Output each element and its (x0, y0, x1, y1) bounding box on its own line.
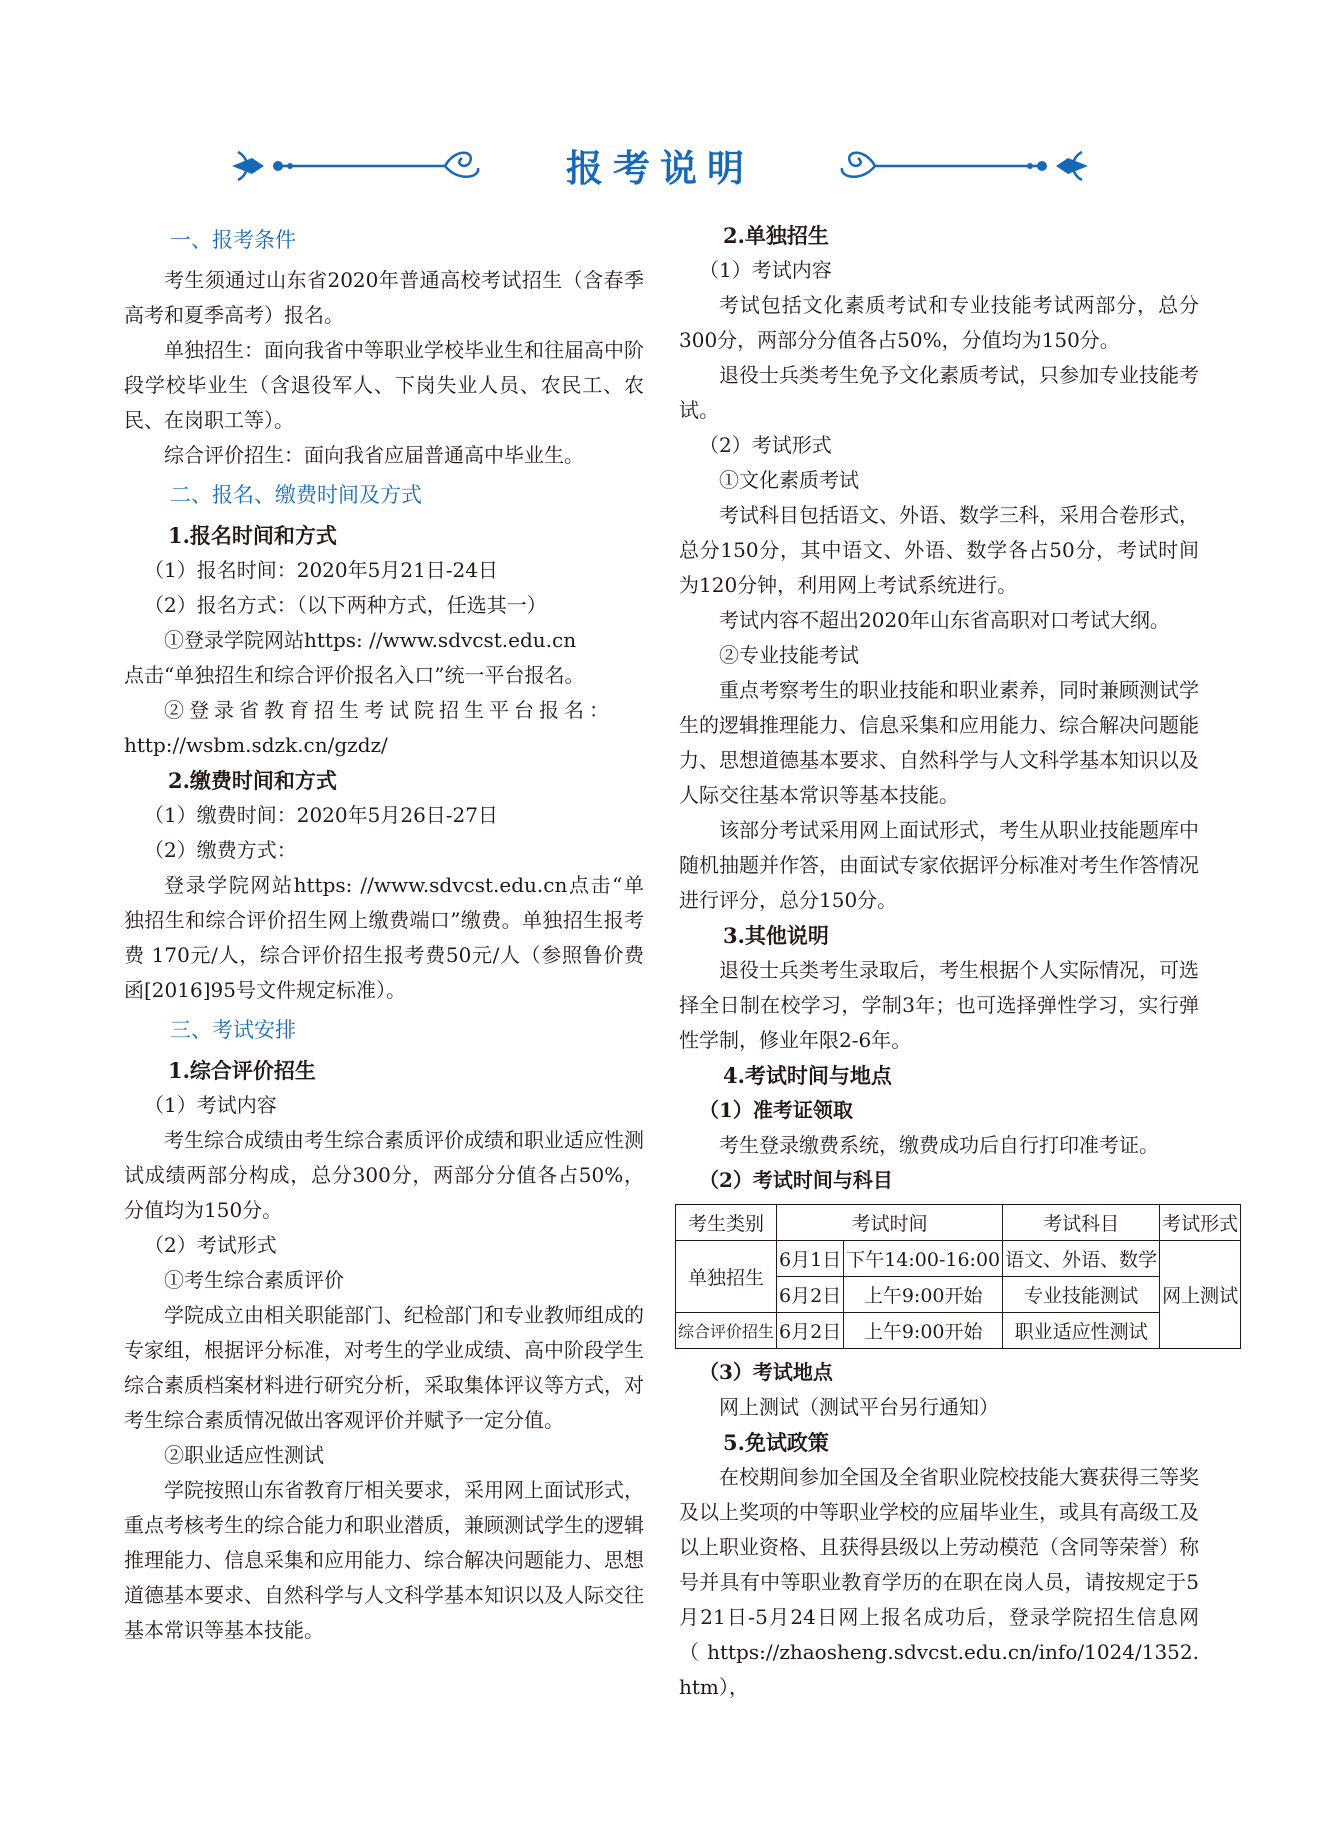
subsection-heading: 2.缴费时间和方式 (168, 768, 337, 793)
paragraph: 学院按照山东省教育厅相关要求，采用网上面试形式，重点考核考生的综合能力和职业潜质，兼顾测试学生的逻辑推理能力、信息采集和应用能力、综合解决问题能力、思想道德基本要求、自然科学与人文科学基本知识以及人际交往基本常识等基本技能。 (124, 1478, 644, 1642)
table-cell: 专业技能测试 (1003, 1277, 1160, 1313)
item-line: （3）考试地点 (699, 1360, 833, 1384)
page-title: 报考说明 (566, 147, 754, 190)
item-line: （1）报名时间：2020年5月21日-24日 (144, 558, 499, 582)
table-cell: 6月2日 (777, 1277, 844, 1313)
paragraph: 重点考察考生的职业技能和职业素养，同时兼顾测试学生的逻辑推理能力、信息采集和应用能力、综合解决问题能力、思想道德基本要求、自然科学与人文科学基本知识以及人际交往基本常识等基本技能。 (679, 678, 1199, 807)
item-line: （1）准考证领取 (699, 1098, 853, 1122)
left-column (124, 218, 644, 1648)
paragraph: 考试科目包括语文、外语、数学三科，采用合卷形式，总分150分，其中语文、外语、数学各占50分，考试时间为120分钟，利用网上考试系统进行。 (679, 503, 1199, 597)
table-header-row (676, 1205, 1241, 1241)
right-column (678, 218, 1239, 1705)
table-cell: 6月1日 (777, 1241, 844, 1277)
item-line: （2）报名方式：（以下两种方式，任选其一） (144, 593, 547, 617)
table-row (676, 1313, 1241, 1349)
paragraph: 该部分考试采用网上面试形式，考生从职业技能题库中随机抽题并作答，由面试专家依据评分标准对考生作答情况进行评分，总分150分。 (679, 818, 1199, 912)
table-cell: 单独招生 (676, 1241, 777, 1313)
table-header-cell: 考试科目 (1003, 1205, 1160, 1241)
section-heading: 一、报考条件 (170, 228, 296, 252)
paragraph: 退役士兵类考生免予文化素质考试，只参加专业技能考试。 (679, 363, 1199, 422)
paragraph: 考生综合成绩由考生综合素质评价成绩和职业适应性测试成绩两部分构成，总分300分，两部分分值各占50%，分值均为150分。 (124, 1128, 644, 1222)
paragraph: 考生登录缴费系统，缴费成功后自行打印准考证。 (719, 1133, 1159, 1157)
section-heading: 三、考试安排 (170, 1018, 296, 1042)
item-line: （1）考试内容 (699, 258, 832, 282)
item-line: （1）考试内容 (144, 1093, 277, 1117)
paragraph: ②职业适应性测试 (164, 1443, 324, 1467)
item-line: （2）考试时间与科目 (699, 1168, 893, 1192)
subsection-heading: 3.其他说明 (723, 923, 829, 948)
subsection-heading: 2.单独招生 (723, 223, 829, 248)
subsection-heading: 5.免试政策 (723, 1430, 829, 1455)
paragraph: 登录学院网站https: //www.sdvcst.edu.cn点击“单独招生和综合评价招生网上缴费端口”缴费。单独招生报考费 170元/人，综合评价招生报考费50元/人（参照鲁价费函[2016]95号文件规定标准）。 (124, 873, 644, 1002)
table-cell: 语文、外语、数学 (1003, 1241, 1160, 1277)
paragraph: 单独招生：面向我省中等职业学校毕业生和往届高中阶段学校毕业生（含退役军人、下岗失业人员、农民工、农民、在岗职工等）。 (124, 338, 644, 432)
subsection-heading: 1.报名时间和方式 (168, 523, 337, 548)
paragraph: 综合评价招生：面向我省应届普通高中毕业生。 (164, 443, 584, 467)
table-header-cell: 考试时间 (777, 1205, 1003, 1241)
table-cell: 上午9:00开始 (844, 1313, 1003, 1349)
paragraph: 考试内容不超出2020年山东省高职对口考试大纲。 (719, 608, 1170, 632)
table-cell: 综合评价招生 (676, 1313, 777, 1349)
table-cell: 上午9:00开始 (844, 1277, 1003, 1313)
paragraph: 学院成立由相关职能部门、纪检部门和专业教师组成的专家组，根据评分标准，对考生的学业成绩、高中阶段学生综合素质档案材料进行研究分析，采取集体评议等方式，对考生综合素质情况做出客观评价并赋予一定分值。 (124, 1303, 644, 1432)
item-line: （1）缴费时间：2020年5月26日-27日 (144, 803, 499, 827)
page-header (230, 138, 1090, 204)
item-line: （2）缴费方式： (144, 838, 297, 862)
paragraph: 点击“单独招生和综合评价报名入口”统一平台报名。 (124, 663, 585, 687)
table-cell: 网上测试 (1160, 1241, 1241, 1349)
paragraph: 网上测试（测试平台另行通知） (719, 1395, 999, 1419)
paragraph: 在校期间参加全国及全省职业院校技能大赛获得三等奖及以上奖项的中等职业学校的应届毕业生，或具有高级工及以上职业资格、且获得县级以上劳动模范（含同等荣誉）称号并具有中等职业教育学历的在职在岗人员，请按规定于5月21日-5月24日网上报名成功后，登录学院招生信息网（https://zhaosheng.sdvcst.edu.cn/info/1024/1352.htm）， (679, 1465, 1199, 1699)
paragraph: ①考生综合素质评价 (164, 1268, 344, 1292)
schedule-table (675, 1204, 1241, 1349)
subsection-heading: 1.综合评价招生 (168, 1058, 316, 1083)
paragraph: ①登录学院网站https: //www.sdvcst.edu.cn (164, 628, 577, 652)
table-cell: 6月2日 (777, 1313, 844, 1349)
paragraph: ②登录省教育招生考试院招生平台报名： (164, 698, 614, 722)
paragraph: ①文化素质考试 (719, 468, 859, 492)
paragraph: ②专业技能考试 (719, 643, 859, 667)
table-row (676, 1241, 1241, 1277)
table-header-cell: 考试形式 (1160, 1205, 1241, 1241)
paragraph: 退役士兵类考生录取后，考生根据个人实际情况，可选择全日制在校学习，学制3年；也可选择弹性学习，实行弹性学制，修业年限2-6年。 (679, 958, 1199, 1052)
table-header-cell: 考生类别 (676, 1205, 777, 1241)
paragraph: 考试包括文化素质考试和专业技能考试两部分，总分300分，两部分分值各占50%，分值均为150分。 (679, 293, 1199, 352)
table-cell: 职业适应性测试 (1003, 1313, 1160, 1349)
url-link[interactable]: http://wsbm.sdzk.cn/gzdz/ (124, 733, 388, 757)
paragraph: 考生须通过山东省2020年普通高校考试招生（含春季高考和夏季高考）报名。 (124, 268, 644, 327)
subsection-heading: 4.考试时间与地点 (723, 1063, 892, 1088)
table-cell: 下午14:00-16:00 (844, 1241, 1003, 1277)
section-heading: 二、报名、缴费时间及方式 (170, 483, 422, 507)
item-line: （2）考试形式 (699, 433, 832, 457)
item-line: （2）考试形式 (144, 1233, 277, 1257)
